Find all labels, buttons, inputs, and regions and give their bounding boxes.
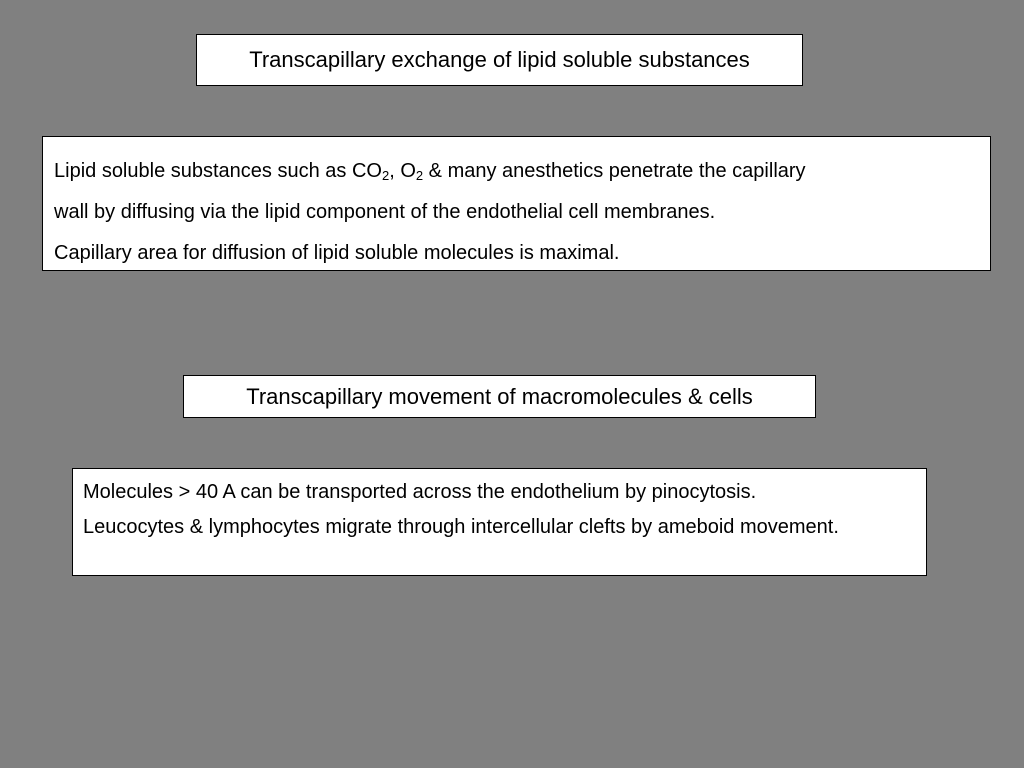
lipid-exchange-title-box — [196, 34, 803, 86]
lipid-line-1-suffix: & many anesthetics penetrate the capillary — [423, 160, 806, 182]
macro-line-2: Leucocytes & lymphocytes migrate through intercellular clefts by ameboid movement. — [83, 516, 839, 538]
lipid-exchange-text-box — [42, 136, 991, 271]
lipid-exchange-title: Transcapillary exchange of lipid soluble substances — [249, 47, 750, 72]
macromolecule-title-box — [183, 375, 816, 418]
lipid-line-1 — [54, 151, 980, 192]
macro-line-1: Molecules > 40 A can be transported across the endothelium by pinocytosis. — [83, 481, 757, 503]
macromolecule-text-box — [72, 468, 927, 576]
lipid-line-3: Capillary area for diffusion of lipid soluble molecules is maximal. — [54, 242, 620, 264]
lipid-line-1-prefix: Lipid soluble substances such as CO — [54, 160, 382, 182]
lipid-line-2: wall by diffusing via the lipid component of the endothelial cell membranes. — [54, 201, 716, 223]
o2-subscript: 2 — [415, 168, 424, 183]
co2-subscript: 2 — [381, 168, 390, 183]
lipid-line-1-mid: , O — [389, 160, 416, 182]
macromolecule-title: Transcapillary movement of macromolecules & cells — [246, 383, 753, 409]
